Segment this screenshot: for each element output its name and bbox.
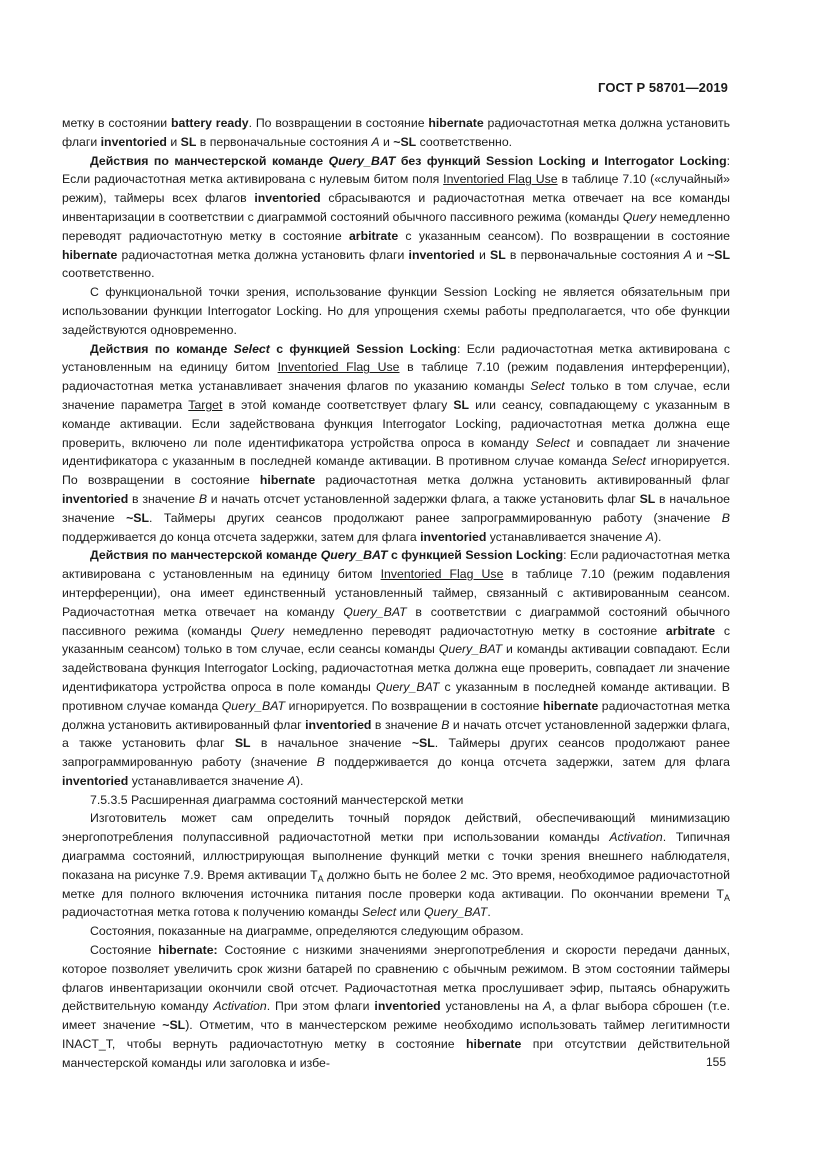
text-run: inventoried — [408, 247, 475, 262]
text-run: . Таймеры других сеансов продолжают ранее запрограммированную работу (значение — [149, 510, 722, 525]
paragraph — [62, 152, 730, 284]
text-run: игнорируется. По возвращении в состояние — [62, 454, 731, 488]
text-run: hibernate — [62, 247, 118, 262]
text-run: Activation — [609, 830, 663, 845]
text-run: в первоначальные состояния — [505, 247, 684, 262]
text-run: в соответствии с диаграммой состояний обычного пассивного режима (команды — [62, 604, 730, 638]
text-run: SL — [490, 247, 506, 262]
text-run: Состояние с низкими значениями энергопотребления и скорости передачи данных, которое позволяет увеличить срок жизни батарей по сравнению с обычным режимом. В этом состоянии таймеры флагов инвентаризации окончили свой отсчет. Радиочастотная метка прослушивает эфир, пытаясь обнаружить действительную команду — [62, 943, 730, 1014]
text-run: и совпадает ли значение идентификатора с указанным в последней команде активации. В противном случае команда — [62, 435, 730, 469]
text-run: радиочастотная метка должна установить активированный флаг — [315, 473, 730, 488]
text-run: A — [287, 773, 296, 788]
text-run: соответственно. — [62, 266, 155, 281]
text-run: при отсутствии действительной манчестерской команды или заголовка и избе- — [62, 1037, 731, 1070]
paragraph — [62, 791, 730, 810]
field-reference: Inventoried Flag Use — [380, 567, 504, 582]
text-run: Query — [622, 209, 657, 224]
text-run: inventoried — [305, 717, 372, 732]
text-run: . — [487, 905, 491, 920]
text-run: B — [198, 491, 208, 506]
text-run: ). — [295, 773, 304, 788]
text-run: и — [691, 247, 708, 262]
text-run: hibernate — [542, 698, 599, 713]
text-run: Select — [362, 905, 397, 920]
text-run: B — [316, 755, 325, 770]
text-run: . Таймеры других сеансов продолжают ранее запрограммированную работу (значение — [62, 736, 730, 770]
text-run: радиочастотная метка должна установить флаги — [62, 116, 731, 149]
text-run: установлены на — [440, 999, 544, 1014]
text-run: ). Отметим, что в манчестерском режиме необходимо использовать таймер легитимности INACT_T, чтобы вернуть радиочастотную метку в состояние — [62, 1018, 730, 1052]
text-run: Query_BAT — [343, 604, 407, 619]
text-run: метку в состоянии — [62, 116, 171, 130]
text-run: поддерживается до конца отсчета задержки, затем для флага — [62, 529, 421, 544]
text-run: в таблице 7.10 (режим подавления интерференции), радиочастотная метка устанавливает значения флагов по указанию команды — [62, 360, 730, 394]
text-run: hibernate: — [158, 943, 218, 958]
paragraph — [62, 809, 730, 922]
text-run: Query_BAT — [320, 548, 388, 563]
text-run: радиочастотная метка должна установить флаги — [117, 247, 409, 262]
text-run: сбрасываются и радиочастотная метка отвечает на все команды инвентаризации в соответствии с диаграммой состояний обычного пассивного режима (команды — [62, 191, 730, 224]
text-run: в таблице 7.10 (режим подавления интерференции), она имеет единственный установленный таймер, связанный с активированным сеансом. Радиочастотная метка отвечает на команду — [62, 567, 730, 619]
paragraph — [62, 941, 730, 1073]
text-run: inventoried — [100, 134, 167, 149]
text-run: inventoried — [62, 491, 129, 506]
standard-header: ГОСТ Р 58701—2019 — [598, 80, 728, 95]
text-run: с функцией Session Locking — [387, 548, 564, 563]
text-run: inventoried — [374, 999, 441, 1014]
text-run: ). — [653, 529, 662, 544]
text-run: только в том случае, если значение параметра — [62, 379, 730, 412]
text-run: Действия по команде — [90, 341, 234, 356]
text-run: Query_BAT — [376, 679, 440, 694]
text-run: Select — [611, 454, 646, 469]
text-run: в начальное значение — [250, 736, 412, 751]
text-run: ~SL — [162, 1018, 186, 1033]
text-run: в значение — [371, 717, 442, 732]
text-run: должно быть не более 2 мс. Это время, необходимое радиочастотной метке для полного включения источника питания после проверки кода активации. По окончании времени T — [62, 867, 731, 901]
text-run: радиочастотная метка готова к получению команды — [62, 905, 363, 920]
text-run: Activation — [213, 999, 267, 1014]
text-run: A — [645, 529, 654, 544]
text-run: ~SL — [393, 134, 417, 149]
text-run: соответственно. — [416, 134, 513, 149]
text-run: немедленно переводят радиочастотную метку в состояние — [284, 623, 666, 638]
field-reference: Target — [188, 397, 223, 412]
text-run: , а флаг выбора сброшен (т.е. имеет значение — [62, 999, 730, 1033]
text-run: С функциональной точки зрения, использование функции Session Locking не является обязательным при использовании функции Interrogator Locking. Но для упрощения схемы работы предполагается, что обе функции задействуются одновременно. — [62, 285, 730, 337]
paragraph — [62, 340, 730, 547]
text-run: Действия по манчестерской команде — [90, 153, 329, 168]
text-run: Изготовитель может сам определить точный порядок действий, обеспечивающий минимизацию энергопотребления полупассивной радиочастотной метки при использовании команды — [62, 811, 730, 845]
text-run: A — [723, 892, 730, 903]
text-run: : Если радиочастотная метка активирована с нулевым битом поля — [62, 153, 731, 187]
text-run: в начальное значение — [62, 491, 730, 525]
text-run: B — [721, 510, 730, 525]
text-run: немедленно переводят радиочастотную метку в состояние — [62, 209, 730, 243]
text-run: и команды активации совпадают. Если задействована функция Interrogator Locking, радиочастотная метка должна еще проверить, совпадает ли значение идентификатора устройства опроса в поле команды — [62, 642, 730, 694]
text-run: : Если радиочастотная метка активирована с установленным на единицу битом — [62, 341, 730, 375]
text-run: радиочастотная метка должна установить активированный флаг — [62, 698, 730, 732]
text-run: с указанным сеансом). По возвращении в состояние — [398, 228, 730, 243]
text-run: : Если радиочастотная метка активирована с установленным на единицу битом — [62, 548, 730, 582]
text-run: Select — [530, 379, 565, 394]
body-text — [62, 114, 730, 1073]
text-run: . По возвращении в состояние — [248, 116, 429, 130]
text-run: ~SL — [707, 247, 730, 262]
text-run: и начать отсчет установленной задержки флага, а также установить флаг — [62, 717, 730, 751]
text-run: Query_BAT — [221, 698, 286, 713]
text-run: Состояние — [90, 943, 159, 958]
text-run: игнорируется. По возвращении в состояние — [285, 698, 543, 713]
text-run: A — [543, 999, 552, 1014]
text-run: inventoried — [254, 191, 321, 206]
text-run: SL — [234, 736, 251, 751]
text-run: с функцией Session Locking — [269, 341, 457, 356]
text-run: arbitrate — [665, 623, 716, 638]
text-run: или — [396, 905, 424, 920]
text-run: 7.5.3.5 Расширенная диаграмма состояний манчестерской метки — [90, 792, 464, 807]
text-run: A — [371, 134, 380, 149]
text-run: с указанным сеансом) только в том случае, если сеансы команды — [62, 623, 731, 657]
paragraph — [62, 546, 730, 790]
text-run: A — [317, 873, 324, 884]
text-run: и начать отсчет установленной задержки флага, а также установить флаг — [207, 491, 640, 506]
text-run: Query_BAT — [328, 153, 396, 168]
paragraph — [62, 922, 730, 941]
text-run: и — [379, 134, 394, 149]
paragraph — [62, 114, 730, 152]
text-run: hibernate — [428, 116, 484, 130]
text-run: Query — [250, 623, 285, 638]
text-run: Query_BAT — [423, 905, 488, 920]
text-run: arbitrate — [348, 228, 399, 243]
text-run: и — [474, 247, 490, 262]
paragraph — [62, 283, 730, 339]
text-run: SL — [180, 134, 197, 149]
text-run: SL — [639, 491, 656, 506]
text-run: ~SL — [411, 736, 435, 751]
text-run: inventoried — [420, 529, 487, 544]
text-run: B — [441, 717, 450, 732]
text-run: . Типичная диаграмма состояний, иллюстрирующая выполнение функций метки с точки зрения внешнего наблюдателя, показана на рисунке 7.9. Время активации T — [62, 830, 730, 882]
page-number: 155 — [705, 1055, 726, 1069]
text-run: A — [683, 247, 692, 262]
text-run: устанавливается значение — [486, 529, 646, 544]
text-run: в таблице 7.10 («случайный» режим), таймеры всех флагов — [62, 172, 731, 206]
field-reference: Inventoried Flag Use — [277, 360, 400, 375]
text-run: hibernate — [259, 473, 316, 488]
text-run: в этой команде соответствует флагу — [222, 397, 454, 412]
text-run: в первоначальные состояния — [196, 134, 372, 149]
text-run: без функций Session Locking и Interrogator Locking — [395, 153, 727, 168]
text-run: в значение — [128, 491, 199, 506]
text-run: устанавливается значение — [128, 773, 288, 788]
text-run: Select — [535, 435, 570, 450]
text-run: ~SL — [126, 510, 150, 525]
text-run: или сеансу, совпадающему с указанным в команде активации. Если задействована функция Interrogator Locking, радиочастотная метка должна еще проверить, включено ли поле идентификатора устройства опроса в команду — [62, 397, 730, 450]
text-run: . При этом флаги — [266, 999, 375, 1014]
text-run: с указанным в последней команде активации. В противном случае команда — [62, 679, 730, 713]
text-run: Состояния, показанные на диаграмме, определяются следующим образом. — [90, 924, 524, 939]
text-run: и — [166, 134, 181, 149]
text-run: Query_BAT — [438, 642, 503, 657]
text-run: battery ready — [170, 116, 249, 130]
text-run: Select — [233, 341, 270, 356]
field-reference: Inventoried Flag Use — [443, 172, 558, 187]
text-run: поддерживается до конца отсчета задержки, затем для флага — [324, 755, 730, 770]
text-run: hibernate — [466, 1037, 522, 1052]
text-run: SL — [453, 397, 470, 412]
text-run: inventoried — [62, 773, 129, 788]
text-run: Действия по манчестерской команде — [90, 548, 321, 563]
